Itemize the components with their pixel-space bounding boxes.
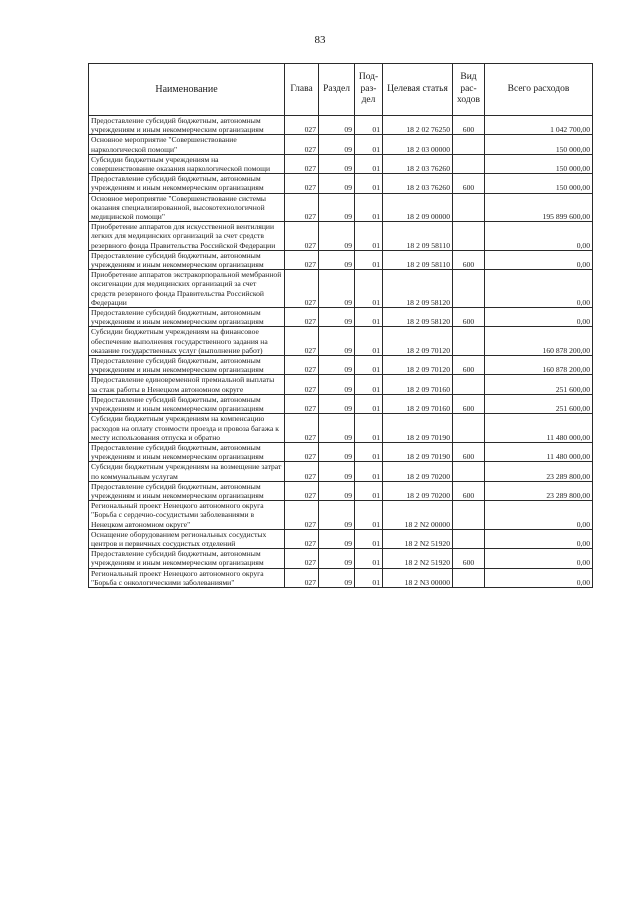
cell-total: 0,00 xyxy=(485,568,593,587)
cell-name: Субсидии бюджетным учреждениям на возмещение затрат по коммунальным услугам xyxy=(89,462,285,481)
cell-podrazdel: 01 xyxy=(355,462,383,481)
cell-podrazdel: 01 xyxy=(355,174,383,193)
cell-name: Приобретение аппаратов экстракорпоральной мембранной оксигенации для медицинских организаций за счет средств резервного фонда Правительства Российской Федерации xyxy=(89,270,285,308)
table-row xyxy=(89,116,593,135)
cell-podrazdel: 01 xyxy=(355,394,383,413)
cell-podrazdel: 01 xyxy=(355,250,383,269)
header-glava: Глава xyxy=(285,64,319,116)
cell-vid: 600 xyxy=(453,481,485,500)
cell-glava: 027 xyxy=(285,116,319,135)
cell-total: 150 000,00 xyxy=(485,174,593,193)
cell-glava: 027 xyxy=(285,414,319,443)
cell-vid xyxy=(453,154,485,173)
cell-glava: 027 xyxy=(285,568,319,587)
cell-total: 251 600,00 xyxy=(485,375,593,394)
cell-razdel: 09 xyxy=(319,529,355,548)
cell-total: 1 042 700,00 xyxy=(485,116,593,135)
cell-vid xyxy=(453,529,485,548)
cell-name: Предоставление субсидий бюджетным, автономным учреждениям и иным некоммерческим организациям xyxy=(89,250,285,269)
cell-name: Предоставление субсидий бюджетным, автономным учреждениям и иным некоммерческим организациям xyxy=(89,394,285,413)
table-row xyxy=(89,250,593,269)
cell-glava: 027 xyxy=(285,442,319,461)
cell-podrazdel: 01 xyxy=(355,414,383,443)
table-row xyxy=(89,481,593,500)
cell-podrazdel: 01 xyxy=(355,116,383,135)
cell-target: 18 2 09 70160 xyxy=(383,394,453,413)
cell-target: 18 2 09 70120 xyxy=(383,327,453,356)
cell-glava: 027 xyxy=(285,174,319,193)
page-number: 83 xyxy=(314,34,326,46)
cell-razdel: 09 xyxy=(319,116,355,135)
header-total: Всего расходов xyxy=(485,64,593,116)
cell-target: 18 2 N2 51920 xyxy=(383,549,453,568)
cell-glava: 027 xyxy=(285,356,319,375)
cell-vid xyxy=(453,462,485,481)
table-row xyxy=(89,174,593,193)
table-row xyxy=(89,462,593,481)
cell-name: Региональный проект Ненецкого автономного округа "Борьба с онкологическими заболеваниями" xyxy=(89,568,285,587)
cell-target: 18 2 09 58120 xyxy=(383,270,453,308)
cell-target: 18 2 03 00000 xyxy=(383,135,453,154)
table-body xyxy=(89,116,593,588)
cell-razdel: 09 xyxy=(319,568,355,587)
cell-total: 0,00 xyxy=(485,529,593,548)
table-row xyxy=(89,356,593,375)
cell-total: 160 878 200,00 xyxy=(485,356,593,375)
cell-podrazdel: 01 xyxy=(355,356,383,375)
cell-name: Основное мероприятие "Совершенствование наркологической помощи" xyxy=(89,135,285,154)
cell-razdel: 09 xyxy=(319,394,355,413)
cell-podrazdel: 01 xyxy=(355,308,383,327)
cell-glava: 027 xyxy=(285,135,319,154)
cell-target: 18 2 09 58110 xyxy=(383,250,453,269)
header-vid: Вид рас-ходов xyxy=(453,64,485,116)
cell-total: 0,00 xyxy=(485,549,593,568)
cell-podrazdel: 01 xyxy=(355,481,383,500)
cell-razdel: 09 xyxy=(319,356,355,375)
cell-vid: 600 xyxy=(453,308,485,327)
cell-vid xyxy=(453,375,485,394)
cell-name: Субсидии бюджетным учреждениям на компенсацию расходов на оплату стоимости проезда и провоза багажа к месту использования отпуска и обратно xyxy=(89,414,285,443)
cell-glava: 027 xyxy=(285,462,319,481)
cell-total: 160 878 200,00 xyxy=(485,327,593,356)
cell-razdel: 09 xyxy=(319,135,355,154)
header-podrazdel: Под-раз-дел xyxy=(355,64,383,116)
cell-podrazdel: 01 xyxy=(355,193,383,222)
cell-razdel: 09 xyxy=(319,174,355,193)
cell-podrazdel: 01 xyxy=(355,375,383,394)
cell-razdel: 09 xyxy=(319,193,355,222)
cell-total: 150 000,00 xyxy=(485,135,593,154)
cell-total: 0,00 xyxy=(485,308,593,327)
cell-total: 11 480 000,00 xyxy=(485,414,593,443)
cell-name: Основное мероприятие "Совершенствование системы оказания специализированной, высокотехнологичной медицинской помощи" xyxy=(89,193,285,222)
cell-glava: 027 xyxy=(285,222,319,251)
cell-glava: 027 xyxy=(285,327,319,356)
cell-razdel: 09 xyxy=(319,501,355,530)
cell-vid xyxy=(453,414,485,443)
cell-target: 18 2 09 58110 xyxy=(383,222,453,251)
cell-vid xyxy=(453,270,485,308)
cell-total: 0,00 xyxy=(485,270,593,308)
cell-glava: 027 xyxy=(285,394,319,413)
cell-target: 18 2 09 58120 xyxy=(383,308,453,327)
table-row xyxy=(89,568,593,587)
cell-total: 23 289 800,00 xyxy=(485,481,593,500)
cell-target: 18 2 N2 51920 xyxy=(383,529,453,548)
table-row xyxy=(89,501,593,530)
cell-glava: 027 xyxy=(285,154,319,173)
cell-razdel: 09 xyxy=(319,270,355,308)
cell-podrazdel: 01 xyxy=(355,529,383,548)
cell-razdel: 09 xyxy=(319,481,355,500)
cell-target: 18 2 09 70190 xyxy=(383,442,453,461)
cell-total: 0,00 xyxy=(485,501,593,530)
cell-name: Оснащение оборудованием региональных сосудистых центров и первичных сосудистых отделений xyxy=(89,529,285,548)
table-row xyxy=(89,193,593,222)
cell-vid: 600 xyxy=(453,116,485,135)
cell-target: 18 2 09 70120 xyxy=(383,356,453,375)
cell-total: 0,00 xyxy=(485,250,593,269)
table-row xyxy=(89,394,593,413)
cell-vid: 600 xyxy=(453,356,485,375)
table-row xyxy=(89,308,593,327)
cell-glava: 027 xyxy=(285,270,319,308)
cell-podrazdel: 01 xyxy=(355,327,383,356)
cell-name: Региональный проект Ненецкого автономного округа "Борьба с сердечно-сосудистыми заболеваниями в Ненецком автономном округе" xyxy=(89,501,285,530)
cell-name: Предоставление субсидий бюджетным, автономным учреждениям и иным некоммерческим организациям xyxy=(89,308,285,327)
cell-glava: 027 xyxy=(285,308,319,327)
cell-glava: 027 xyxy=(285,501,319,530)
cell-total: 0,00 xyxy=(485,222,593,251)
cell-target: 18 2 09 70200 xyxy=(383,462,453,481)
cell-total: 23 289 800,00 xyxy=(485,462,593,481)
table-row xyxy=(89,222,593,251)
table-row xyxy=(89,529,593,548)
table-row xyxy=(89,270,593,308)
cell-name: Приобретение аппаратов для искусственной вентиляции легких для медицинских организаций за счет средств резервного фонда Правительства Российской Федерации xyxy=(89,222,285,251)
cell-name: Предоставление субсидий бюджетным, автономным учреждениям и иным некоммерческим организациям xyxy=(89,174,285,193)
cell-name: Субсидии бюджетным учреждениям на финансовое обеспечение выполнения государственного задания на оказание государственных услуг (выполнение работ) xyxy=(89,327,285,356)
cell-razdel: 09 xyxy=(319,375,355,394)
table-header-row xyxy=(89,64,593,116)
cell-target: 18 2 09 70200 xyxy=(383,481,453,500)
cell-name: Предоставление единовременной премиальной выплаты за стаж работы в Ненецком автономном округе xyxy=(89,375,285,394)
cell-vid: 600 xyxy=(453,250,485,269)
table-row xyxy=(89,375,593,394)
cell-razdel: 09 xyxy=(319,250,355,269)
cell-vid: 600 xyxy=(453,442,485,461)
header-target: Целевая статья xyxy=(383,64,453,116)
cell-target: 18 2 03 76260 xyxy=(383,174,453,193)
cell-vid xyxy=(453,568,485,587)
cell-target: 18 2 02 76250 xyxy=(383,116,453,135)
cell-target: 18 2 N3 00000 xyxy=(383,568,453,587)
cell-glava: 027 xyxy=(285,529,319,548)
budget-table xyxy=(88,63,593,588)
cell-razdel: 09 xyxy=(319,222,355,251)
table-row xyxy=(89,549,593,568)
cell-vid xyxy=(453,135,485,154)
cell-podrazdel: 01 xyxy=(355,222,383,251)
cell-razdel: 09 xyxy=(319,462,355,481)
cell-name: Предоставление субсидий бюджетным, автономным учреждениям и иным некоммерческим организациям xyxy=(89,549,285,568)
header-razdel: Раздел xyxy=(319,64,355,116)
table-row xyxy=(89,135,593,154)
cell-total: 11 480 000,00 xyxy=(485,442,593,461)
cell-name: Субсидии бюджетным учреждениям на совершенствование оказания наркологической помощи xyxy=(89,154,285,173)
cell-podrazdel: 01 xyxy=(355,442,383,461)
cell-target: 18 2 09 00000 xyxy=(383,193,453,222)
cell-podrazdel: 01 xyxy=(355,135,383,154)
cell-razdel: 09 xyxy=(319,549,355,568)
table-row xyxy=(89,414,593,443)
cell-glava: 027 xyxy=(285,250,319,269)
header-name: Наименование xyxy=(89,64,285,116)
cell-vid xyxy=(453,327,485,356)
cell-razdel: 09 xyxy=(319,327,355,356)
cell-total: 150 000,00 xyxy=(485,154,593,173)
cell-podrazdel: 01 xyxy=(355,568,383,587)
cell-target: 18 2 N2 00000 xyxy=(383,501,453,530)
cell-vid xyxy=(453,222,485,251)
cell-glava: 027 xyxy=(285,193,319,222)
cell-razdel: 09 xyxy=(319,154,355,173)
cell-vid: 600 xyxy=(453,549,485,568)
cell-total: 251 600,00 xyxy=(485,394,593,413)
cell-podrazdel: 01 xyxy=(355,270,383,308)
cell-target: 18 2 09 70160 xyxy=(383,375,453,394)
cell-razdel: 09 xyxy=(319,414,355,443)
cell-razdel: 09 xyxy=(319,442,355,461)
cell-glava: 027 xyxy=(285,375,319,394)
cell-vid: 600 xyxy=(453,174,485,193)
table-row xyxy=(89,154,593,173)
cell-vid xyxy=(453,501,485,530)
cell-name: Предоставление субсидий бюджетным, автономным учреждениям и иным некоммерческим организациям xyxy=(89,481,285,500)
cell-name: Предоставление субсидий бюджетным, автономным учреждениям и иным некоммерческим организациям xyxy=(89,442,285,461)
cell-razdel: 09 xyxy=(319,308,355,327)
cell-name: Предоставление субсидий бюджетным, автономным учреждениям и иным некоммерческим организациям xyxy=(89,116,285,135)
cell-name: Предоставление субсидий бюджетным, автономным учреждениям и иным некоммерческим организациям xyxy=(89,356,285,375)
table-row xyxy=(89,327,593,356)
cell-vid xyxy=(453,193,485,222)
table-row xyxy=(89,442,593,461)
cell-target: 18 2 09 70190 xyxy=(383,414,453,443)
cell-glava: 027 xyxy=(285,481,319,500)
cell-podrazdel: 01 xyxy=(355,549,383,568)
cell-podrazdel: 01 xyxy=(355,501,383,530)
cell-podrazdel: 01 xyxy=(355,154,383,173)
cell-glava: 027 xyxy=(285,549,319,568)
cell-target: 18 2 03 76260 xyxy=(383,154,453,173)
cell-total: 195 899 600,00 xyxy=(485,193,593,222)
cell-vid: 600 xyxy=(453,394,485,413)
